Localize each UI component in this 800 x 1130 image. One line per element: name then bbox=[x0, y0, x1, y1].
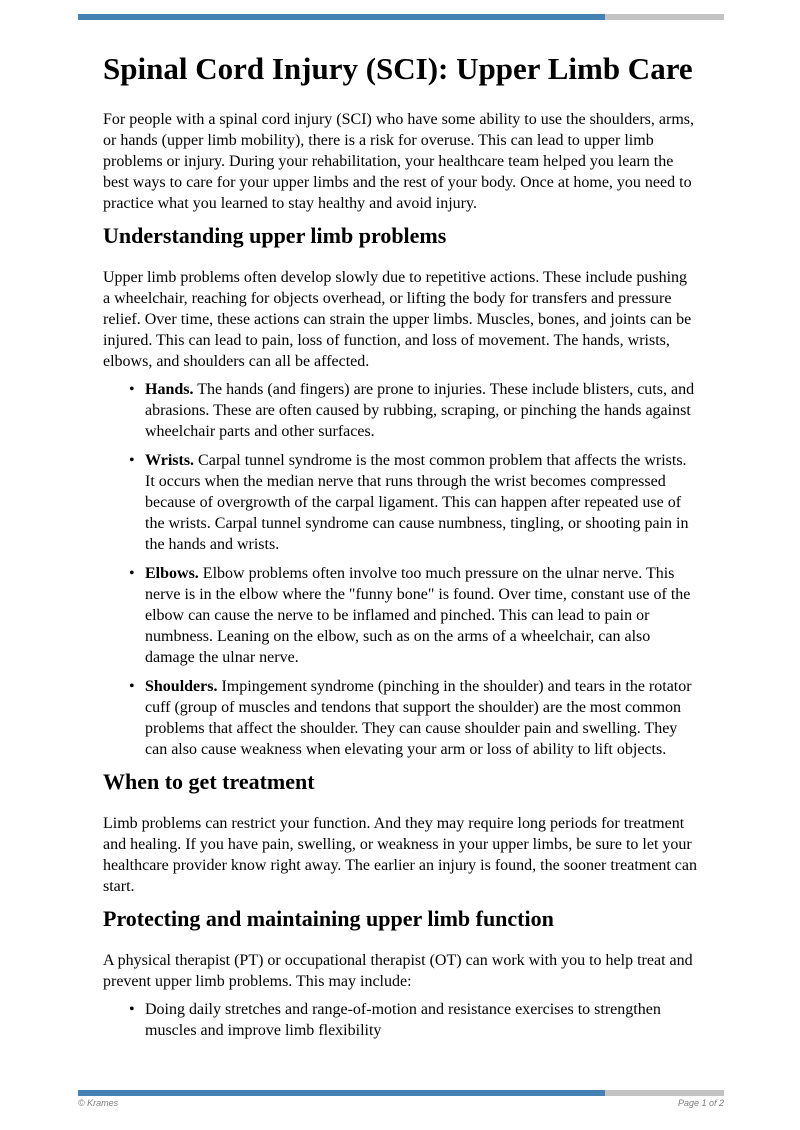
problem-areas-list bbox=[103, 379, 697, 760]
list-item-exercises-text: Doing daily stretches and range-of-motion and resistance exercises to strengthen muscles and improve limb flexibility bbox=[145, 1001, 661, 1039]
list-item-elbows-label: Elbows. bbox=[145, 565, 199, 582]
list-item-shoulders-text: Impingement syndrome (pinching in the shoulder) and tears in the rotator cuff (group of muscles and tendons that support the shoulder) are the most common problems that affect the shoulder. They can cause shoulder pain and swelling. They can also cause weakness when elevating your arm or loss of ability to lift objects. bbox=[145, 678, 692, 758]
treatment-paragraph: Limb problems can restrict your function. And they may require long periods for treatment and healing. If you have pain, swelling, or weakness in your upper limbs, be sure to let your healthcare provider know right away. The earlier an injury is found, the sooner treatment can start. bbox=[103, 815, 697, 895]
footer-accent-bar bbox=[78, 1090, 724, 1096]
list-item-hands-label: Hands. bbox=[145, 381, 194, 398]
list-item-elbows bbox=[103, 563, 697, 668]
understanding-paragraph: Upper limb problems often develop slowly due to repetitive actions. These include pushing a wheelchair, reaching for objects overhead, or lifting the body for transfers and pressure relief. Over time, these actions can strain the upper limbs. Muscles, bones, and joints can be injured. This can lead to pain, loss of function, and loss of movement. The hands, wrists, elbows, and shoulders can all be affected. bbox=[103, 269, 692, 370]
list-item-exercises bbox=[103, 999, 697, 1041]
top-accent-bar-blue-segment bbox=[78, 14, 605, 20]
section-heading-treatment: When to get treatment bbox=[103, 769, 315, 794]
list-item-wrists-text: Carpal tunnel syndrome is the most common problem that affects the wrists. It occurs when the median nerve that runs through the wrist becomes compressed because of overgrowth of the carpal ligament. This can happen after repeated use of the wrists. Carpal tunnel syndrome can cause numbness, tingling, or shooting pain in the hands and wrists. bbox=[145, 452, 689, 553]
section-heading-understanding: Understanding upper limb problems bbox=[103, 223, 447, 248]
section-heading-protecting: Protecting and maintaining upper limb function bbox=[103, 906, 554, 931]
protecting-list bbox=[103, 999, 697, 1041]
footer-accent-bar-gray-segment bbox=[605, 1090, 724, 1096]
page-title: Spinal Cord Injury (SCI): Upper Limb Care bbox=[103, 51, 693, 86]
page-footer bbox=[78, 1098, 724, 1108]
footer-page-number: Page 1 of 2 bbox=[677, 1098, 724, 1108]
document-body bbox=[103, 50, 697, 1049]
top-accent-bar-gray-segment bbox=[605, 14, 724, 20]
footer-accent-bar-blue-segment bbox=[78, 1090, 605, 1096]
intro-paragraph: For people with a spinal cord injury (SCI) who have some ability to use the shoulders, arms, or hands (upper limb mobility), there is a risk for overuse. This can lead to upper limb problems or injury. During your rehabilitation, your healthcare team helped you learn the best ways to care for your upper limbs and the rest of your body. Once at home, you need to practice what you learned to stay healthy and avoid injury. bbox=[103, 111, 695, 212]
list-item-shoulders bbox=[103, 676, 697, 760]
protecting-paragraph: A physical therapist (PT) or occupational therapist (OT) can work with you to help treat and prevent upper limb problems. This may include: bbox=[103, 952, 693, 990]
footer-copyright: © Krames bbox=[78, 1098, 119, 1108]
list-item-elbows-text: Elbow problems often involve too much pressure on the ulnar nerve. This nerve is in the elbow where the "funny bone" is found. Over time, constant use of the elbow can cause the nerve to be inflamed and pinched. This can lead to pain or numbness. Leaning on the elbow, such as on the arms of a wheelchair, can also damage the ulnar nerve. bbox=[145, 565, 691, 666]
list-item-shoulders-label: Shoulders. bbox=[145, 678, 218, 695]
top-accent-bar bbox=[78, 14, 724, 20]
list-item-wrists-label: Wrists. bbox=[145, 452, 195, 469]
list-item-wrists bbox=[103, 450, 697, 555]
list-item-hands-text: The hands (and fingers) are prone to injuries. These include blisters, cuts, and abrasions. These are often caused by rubbing, scraping, or pinching the hands against wheelchair parts and other surfaces. bbox=[145, 381, 695, 440]
list-item-hands bbox=[103, 379, 697, 442]
